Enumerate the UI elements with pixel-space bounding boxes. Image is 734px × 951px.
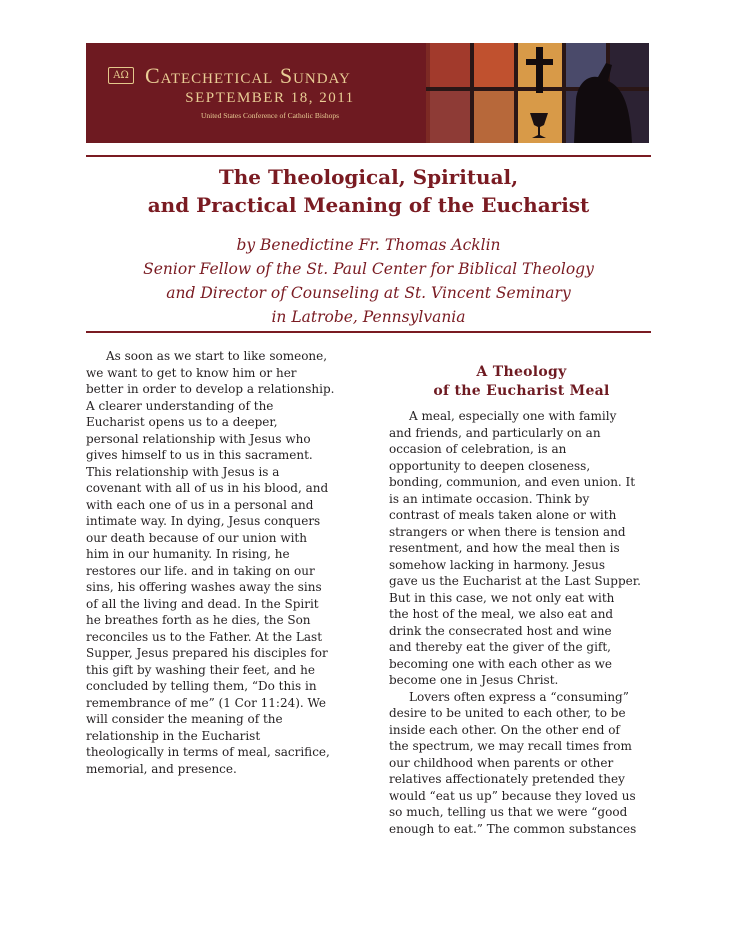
banner-text-block — [86, 43, 426, 143]
left-column-text — [86, 348, 354, 777]
text-line: better in order to develop a relationship. — [86, 382, 335, 396]
text-line: desire to be united to each other, to be — [389, 706, 626, 720]
author-line: by Benedictine Fr. Thomas Acklin — [236, 236, 501, 254]
text-line: gave us the Eucharist at the Last Supper. — [389, 574, 641, 588]
article-title-line: The Theological, Spiritual, — [218, 165, 519, 189]
stained-glass-window-icon — [426, 43, 649, 143]
text-line: relationship in the Eucharist — [86, 728, 261, 743]
text-line: with each one of us in a personal and — [86, 497, 314, 512]
text-line: him in our humanity. In rising, he — [86, 547, 290, 561]
section-heading-line: of the Eucharist Meal — [433, 383, 610, 399]
text-line: strangers or when there is tension and — [389, 524, 626, 539]
text-line: becoming one with each other as we — [389, 656, 612, 671]
text-line: our childhood when parents or other — [389, 755, 614, 770]
text-line: the spectrum, we may recall times from — [389, 739, 632, 753]
article-title-line: and Practical Meaning of the Eucharist — [147, 193, 590, 217]
alpha-omega-book-icon: AΩ — [108, 67, 134, 84]
section-heading-line: A Theology — [476, 364, 567, 380]
text-line: Supper, Jesus prepared his disciples for — [86, 646, 328, 660]
text-line: this gift by washing their feet, and he — [86, 662, 315, 677]
author-byline — [86, 233, 651, 329]
header-banner — [86, 43, 649, 143]
text-line: memorial, and presence. — [86, 761, 237, 776]
text-line: of all the living and dead. In the Spirit — [86, 596, 319, 611]
banner-date: SEPTEMBER 18, 2011 — [185, 90, 355, 106]
text-line: so much, telling us that we were “good — [389, 805, 628, 819]
text-line: reconciles us to the Father. At the Last — [86, 629, 323, 644]
text-line: somehow lacking in harmony. Jesus — [389, 557, 606, 572]
text-line: sins, his offering washes away the sins — [86, 580, 322, 594]
text-line: inside each other. On the other end of — [389, 722, 620, 737]
text-line: As soon as we start to like someone, — [106, 349, 328, 363]
banner-title: Catechetical Sunday — [145, 63, 351, 88]
text-line: drink the consecrated host and wine — [389, 623, 612, 638]
text-line: resentment, and how the meal then is — [389, 541, 620, 555]
stained-glass-priest-image — [426, 43, 649, 143]
text-line: and thereby eat the giver of the gift, — [389, 640, 611, 654]
author-line: Senior Fellow of the St. Paul Center for Biblical Theology — [143, 260, 594, 278]
author-line: in Latrobe, Pennsylvania — [271, 308, 466, 326]
text-line: gives himself to us in this sacrament. — [86, 448, 313, 462]
text-line: enough to eat.” The common substances — [389, 821, 637, 836]
text-line: A meal, especially one with family — [409, 409, 617, 423]
author-line: and Director of Counseling at St. Vincent Seminary — [166, 284, 571, 302]
text-line: contrast of meals taken alone or with — [389, 508, 617, 522]
text-line: he breathes forth as he dies, the Son — [86, 613, 311, 627]
text-line: occasion of celebration, is an — [389, 442, 567, 456]
text-line: Eucharist opens us to a deeper, — [86, 415, 278, 429]
text-line: remembrance of me” (1 Cor 11:24). We — [86, 695, 326, 710]
article-title — [86, 163, 651, 219]
text-line: personal relationship with Jesus who — [86, 431, 311, 446]
text-line: we want to get to know him or her — [86, 365, 297, 380]
text-line: covenant with all of us in his blood, and — [86, 481, 329, 495]
byline-bottom-rule — [86, 331, 651, 333]
text-line: A clearer understanding of the — [86, 398, 274, 413]
text-line: bonding, communion, and even union. It — [389, 475, 636, 489]
text-line: Lovers often express a “consuming” — [409, 689, 629, 704]
text-line: our death because of our union with — [86, 530, 307, 545]
right-column-text — [389, 408, 654, 837]
text-line: become one in Jesus Christ. — [389, 673, 559, 687]
text-line: is an intimate occasion. Think by — [389, 491, 590, 506]
text-line: relatives affectionately pretended they — [389, 772, 625, 786]
text-line: intimate way. In dying, Jesus conquers — [86, 514, 321, 528]
title-top-rule — [86, 155, 651, 157]
text-line: opportunity to deepen closeness, — [389, 458, 591, 473]
text-line: concluded by telling them, “Do this in — [86, 679, 317, 693]
text-line: will consider the meaning of the — [86, 712, 283, 726]
text-line: This relationship with Jesus is a — [86, 464, 280, 479]
section-heading — [389, 363, 654, 401]
text-line: But in this case, we not only eat with — [389, 590, 615, 605]
text-line: the host of the meal, we also eat and — [389, 607, 614, 621]
text-line: and friends, and particularly on an — [389, 425, 601, 440]
text-line: would “eat us up” because they loved us — [389, 788, 636, 803]
text-line: theologically in terms of meal, sacrifice, — [86, 745, 330, 759]
banner-organization: United States Conference of Catholic Bishops — [200, 111, 340, 120]
text-line: restores our life. and in taking on our — [86, 563, 315, 578]
